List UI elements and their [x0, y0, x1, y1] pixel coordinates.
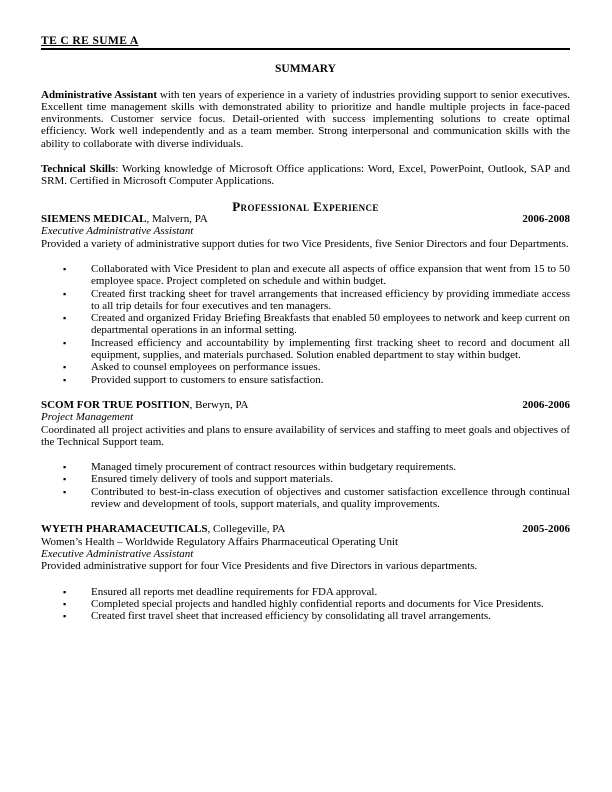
bullet-icon: ▪ [63, 288, 67, 299]
list-item [63, 485, 570, 511]
technical-skills-label: Technical Skills [41, 162, 116, 175]
company-name: WYETH PHARAMACEUTICALS [41, 523, 208, 536]
document-header [41, 33, 570, 50]
bullet-text: Completed special projects and handled highly confidential reports and documents for Vice Presidents. [91, 597, 544, 610]
bullet-icon: ▪ [63, 462, 67, 473]
bullet-text: Created and organized Friday Briefing Breakfasts that enabled 50 employees to network and keep current on departmental operations in an informal setting. [91, 312, 570, 337]
job-title: Executive Administrative Assistant [41, 225, 194, 238]
job-scom-true-position [41, 399, 570, 510]
bullet-icon: ▪ [63, 313, 67, 324]
list-item [63, 473, 570, 486]
bullet-text: Collaborated with Vice President to plan and execute all aspects of office expansion that went from 15 to 50 employee space. Project completed on schedule and within budget. [91, 262, 570, 288]
job-dates: 2006-2008 [522, 213, 570, 226]
bullet-icon: ▪ [63, 611, 67, 622]
bullet-icon: ▪ [63, 337, 67, 348]
job-header [41, 399, 570, 411]
summary-lead-in: Administrative Assistant [41, 88, 157, 101]
bullet-icon: ▪ [63, 362, 67, 373]
job-siemens-medical [41, 213, 570, 386]
company-line [41, 399, 249, 411]
company-name: SCOM FOR TRUE POSITION [41, 398, 190, 411]
job-wyeth-pharamaceuticals [41, 523, 570, 622]
bullet-icon: ▪ [63, 586, 67, 597]
technical-skills-text: : Working knowledge of Microsoft Office applications: Word, Excel, PowerPoint, Outlook, SAP and SRM. Certified in Microsoft Computer Applications. [41, 162, 570, 188]
list-item [63, 597, 570, 610]
bullet-icon: ▪ [63, 486, 67, 497]
list-item [63, 585, 570, 598]
job-dates: 2006-2006 [522, 398, 570, 411]
job-header [41, 213, 570, 225]
bullet-text: Ensured timely delivery of tools and support materials. [91, 473, 333, 486]
bullet-text: Contributed to best-in-class execution of objectives and customer satisfaction excellence through continual review and development of tools, support materials, and quality improvements. [91, 485, 570, 511]
job-title: Project Management [41, 411, 134, 424]
list-item [63, 287, 570, 313]
summary-text: with ten years of experience in a variety of industries providing support to senior executives. Excellent time management skills with demonstrated ability to prioritize and handle multiple projects in face-paced environments. Customer service focus. Detail-oriented with success implementing solutions to create optimal efficiency. Work well independently and as a team member. Strong interpersonal and communication skills with the ability to collaborate with diverse individuals. [41, 88, 570, 150]
list-item [63, 262, 570, 288]
bullet-icon: ▪ [63, 374, 67, 385]
job-description: Provided administrative support for four Vice Presidents and five Directors in various departments. [41, 560, 478, 573]
bullet-icon: ▪ [63, 263, 67, 274]
job-title: Executive Administrative Assistant [41, 547, 194, 560]
bullet-text: Ensured all reports met deadline requirements for FDA approval. [91, 585, 378, 598]
company-line [41, 523, 285, 535]
summary-heading: SUMMARY [275, 63, 336, 75]
document-title: TE C RE SUME A [41, 35, 139, 47]
job-description: Provided a variety of administrative support duties for two Vice Presidents, five Senior Directors and four Departments. [41, 237, 569, 250]
job-bullet-list [41, 263, 570, 386]
company-name: SIEMENS MEDICAL [41, 213, 147, 226]
bullet-text: Created first travel sheet that increased efficiency by consolidating all travel arrangements. [91, 610, 491, 623]
job-description: Coordinated all project activities and plans to ensure availability of services and staffing to meet goals and objectives of the Technical Support team. [41, 423, 570, 448]
company-location: , Malvern, PA [146, 213, 208, 226]
list-item [63, 336, 570, 362]
list-item [63, 312, 570, 337]
technical-skills-paragraph [41, 163, 570, 188]
list-item [63, 361, 570, 374]
job-bullet-list [41, 461, 570, 510]
list-item [63, 461, 570, 474]
bullet-text: Provided support to customers to ensure satisfaction. [91, 373, 324, 386]
company-location: , Collegeville, PA [207, 523, 286, 536]
job-subtitle: Women’s Health – Worldwide Regulatory Affairs Pharmaceutical Operating Unit [41, 535, 399, 548]
bullet-text: Increased efficiency and accountability by implementing first tracking sheet to record and document all equipment, supplies, and materials purchased. Solution enabled department to stay within budget. [91, 336, 570, 362]
bullet-text: Managed timely procurement of contract resources within budgetary requirements. [91, 461, 457, 474]
company-line [41, 213, 208, 225]
bullet-icon: ▪ [63, 598, 67, 609]
company-location: , Berwyn, PA [189, 398, 249, 411]
bullet-text: Asked to counsel employees on performance issues. [91, 361, 321, 374]
experience-heading: Professional Experience [232, 198, 379, 214]
bullet-text: Created first tracking sheet for travel arrangements that increased efficiency by providing immediate access to all trip details for four executives and ten managers. [91, 287, 570, 312]
summary-paragraph [41, 89, 570, 150]
bullet-icon: ▪ [63, 474, 67, 485]
job-bullet-list [41, 586, 570, 623]
job-header [41, 523, 570, 535]
list-item [63, 610, 570, 623]
job-dates: 2005-2006 [522, 523, 570, 536]
list-item [63, 373, 570, 386]
